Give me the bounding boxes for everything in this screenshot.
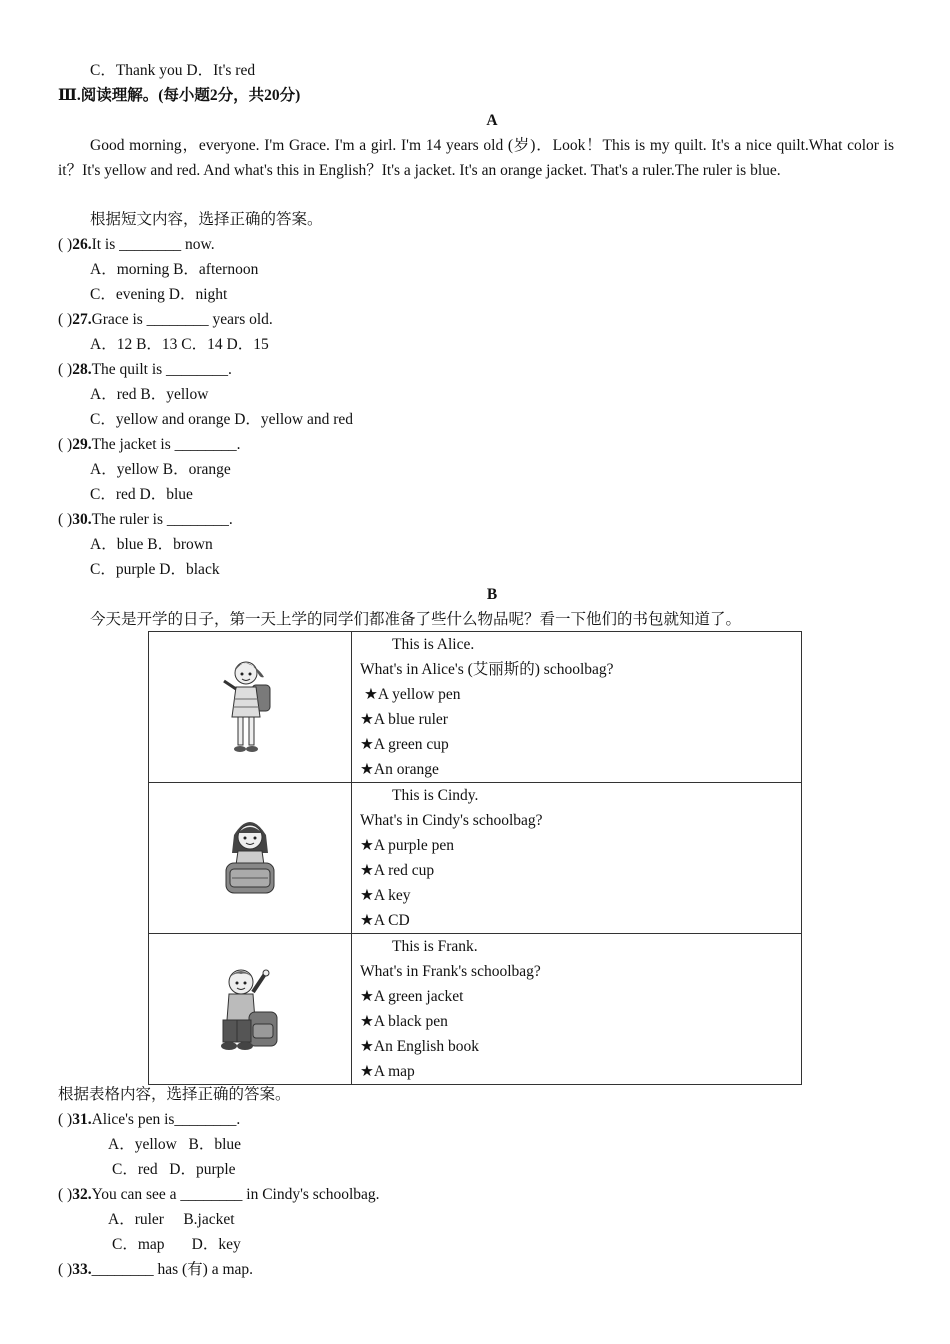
table-row-alice <box>149 632 802 783</box>
question-26-options-2: C．evening D．night <box>90 286 228 303</box>
girl-with-backpack-icon <box>220 657 280 757</box>
list-item: ★An English book <box>360 1038 479 1055</box>
cindy-question: What's in Cindy's schoolbag? <box>360 812 543 829</box>
table-row-frank <box>149 934 802 1085</box>
list-item: ★A blue ruler <box>360 711 448 728</box>
frank-picture-cell <box>149 934 352 1085</box>
question-30-options-1: A．blue B．brown <box>90 536 213 553</box>
cindy-text-cell <box>352 783 802 934</box>
question-26-options-1: A．morning B．afternoon <box>90 261 259 278</box>
question-31: ( )31.Alice's pen is________. <box>58 1111 241 1128</box>
list-item: ★An orange <box>360 761 439 778</box>
question-28: ( )28.The quilt is ________. <box>58 361 232 378</box>
list-item: ★A yellow pen <box>364 686 461 703</box>
question-31-options-1: A．yellow B．blue <box>108 1136 242 1153</box>
girl-with-schoolbag-icon <box>220 813 280 903</box>
cindy-picture-cell <box>149 783 352 934</box>
question-32-options-2: C．map D．key <box>112 1236 241 1253</box>
boy-with-backpack-icon <box>215 964 285 1054</box>
question-29-options-2: C．red D．blue <box>90 486 193 503</box>
question-29: ( )29.The jacket is ________. <box>58 436 241 453</box>
passage-a-instruction: 根据短文内容，选择正确的答案。 <box>90 211 323 228</box>
alice-question: What's in Alice's (艾丽斯的) schoolbag? <box>360 661 614 678</box>
question-27: ( )27.Grace is ________ years old. <box>58 311 273 328</box>
question-30: ( )30.The ruler is ________. <box>58 511 233 528</box>
question-33: ( )33.________ has (有) a map. <box>58 1261 254 1278</box>
frank-intro: This is Frank. <box>392 938 478 955</box>
top-options: C．Thank you D．It's red <box>90 62 256 79</box>
list-item: ★A red cup <box>360 862 435 879</box>
cindy-intro: This is Cindy. <box>392 787 479 804</box>
passage-b-intro: 今天是开学的日子，第一天上学的同学们都准备了些什么物品呢？看一下他们的书包就知道了。 <box>90 611 742 628</box>
list-item: ★A black pen <box>360 1013 448 1030</box>
passage-a-label: A <box>486 112 498 129</box>
alice-text-cell <box>352 632 802 783</box>
list-item: ★A key <box>360 887 411 904</box>
frank-text-cell <box>352 934 802 1085</box>
section-title: Ⅲ.阅读理解。(每小题2分，共20分) <box>58 87 301 104</box>
schoolbag-table <box>148 631 802 1085</box>
question-30-options-2: C．purple D．black <box>90 561 220 578</box>
passage-a-text: Good morning，everyone. I'm Grace. I'm a girl. I'm 14 years old (岁)．Look！This is my quilt. It's a nice quilt.What color is it？It's yellow and red. And what's this in English？It's a jacket. It's an orange jacket. That's a ruler.The ruler is blue. <box>58 137 894 179</box>
list-item: ★A purple pen <box>360 837 454 854</box>
question-29-options-1: A．yellow B．orange <box>90 461 231 478</box>
question-32: ( )32.You can see a ________ in Cindy's schoolbag. <box>58 1186 380 1203</box>
question-27-options-1: A．12 B．13 C．14 D．15 <box>90 336 269 353</box>
alice-picture-cell <box>149 632 352 783</box>
alice-intro: This is Alice. <box>392 636 475 653</box>
question-28-options-1: A．red B．yellow <box>90 386 209 403</box>
frank-question: What's in Frank's schoolbag? <box>360 963 541 980</box>
list-item: ★A green cup <box>360 736 449 753</box>
list-item: ★A green jacket <box>360 988 464 1005</box>
table-row-cindy <box>149 783 802 934</box>
list-item: ★A map <box>360 1063 415 1080</box>
passage-b-instruction: 根据表格内容，选择正确的答案。 <box>58 1086 291 1103</box>
question-31-options-2: C．red D．purple <box>112 1161 236 1178</box>
question-28-options-2: C．yellow and orange D．yellow and red <box>90 411 354 428</box>
question-26: ( )26.It is ________ now. <box>58 236 215 253</box>
list-item: ★A CD <box>360 912 410 929</box>
question-32-options-1: A．ruler B.jacket <box>108 1211 235 1228</box>
passage-b-label: B <box>486 586 498 603</box>
